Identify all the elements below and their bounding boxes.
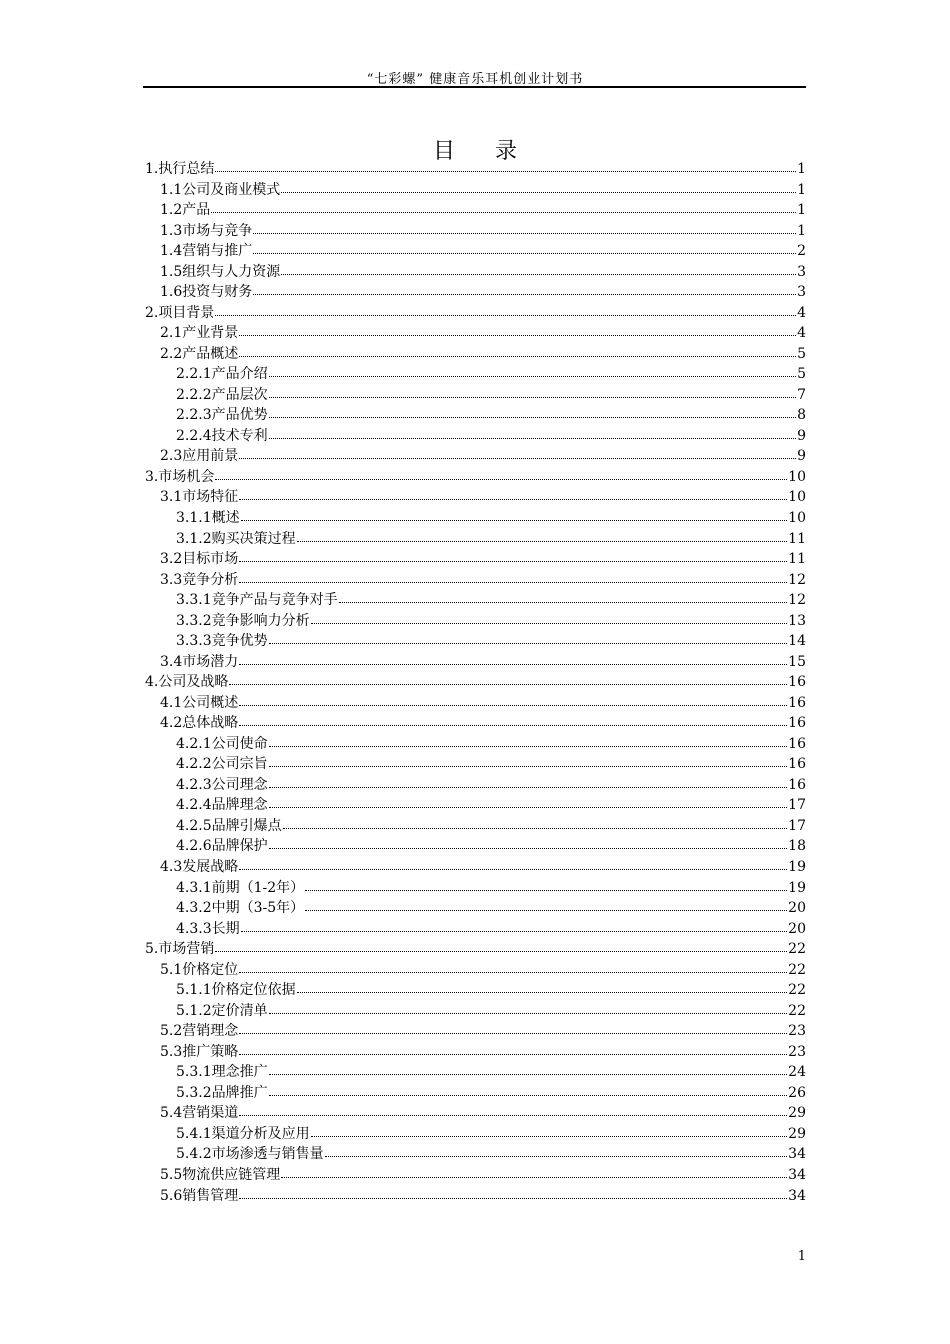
toc-entry-label: 4.3发展战略	[160, 859, 239, 876]
toc-entry-page: 16	[788, 694, 806, 711]
toc-entry-page: 16	[788, 674, 806, 691]
toc-entry-label: 1.3市场与竞争	[160, 222, 253, 239]
toc-entry-page: 16	[788, 776, 806, 793]
toc-entry-page: 19	[788, 859, 806, 876]
toc-dot-leader	[269, 404, 796, 418]
toc-entry-page: 1	[797, 181, 806, 198]
toc-dot-leader	[269, 753, 788, 767]
toc-entry[interactable]	[160, 1186, 806, 1206]
toc-entry-label: 5.3.2品牌推广	[176, 1084, 268, 1101]
toc-entry[interactable]	[160, 960, 806, 980]
toc-entry-page: 12	[788, 592, 806, 609]
toc-dot-leader	[305, 897, 787, 911]
toc-dot-leader	[269, 794, 788, 808]
toc-entry[interactable]	[176, 980, 806, 1000]
toc-entry[interactable]	[160, 652, 806, 672]
toc-entry-label: 4.2.4品牌理念	[176, 797, 268, 814]
toc-entry-page: 2	[797, 243, 806, 260]
toc-dot-leader	[283, 815, 788, 829]
toc-entry-page: 10	[788, 489, 806, 506]
toc-entry[interactable]	[176, 1124, 806, 1144]
toc-entry-label: 4.公司及战略	[145, 674, 229, 691]
toc-dot-leader	[239, 712, 787, 726]
toc-entry-label: 3.1市场特征	[160, 489, 239, 506]
toc-entry[interactable]	[176, 878, 806, 898]
toc-entry-label: 5.5物流供应链管理	[160, 1166, 281, 1183]
toc-entry-label: 5.3推广策略	[160, 1043, 239, 1060]
toc-dot-leader	[239, 486, 787, 500]
toc-entry-label: 5.2营销理念	[160, 1023, 239, 1040]
toc-entry[interactable]	[160, 200, 806, 220]
toc-entry-label: 5.1.2定价清单	[176, 1002, 268, 1019]
toc-dot-leader	[281, 1164, 787, 1178]
toc-entry-page: 10	[788, 510, 806, 526]
toc-entry[interactable]	[176, 1083, 806, 1103]
toc-entry-label: 4.2.1公司使命	[176, 735, 268, 752]
toc-entry-label: 4.2.2公司宗旨	[176, 756, 268, 773]
toc-dot-leader	[239, 322, 796, 336]
toc-dot-leader	[325, 1143, 788, 1157]
toc-dot-leader	[297, 979, 788, 993]
toc-entry-label: 4.3.2中期（3-5年）	[176, 900, 305, 917]
toc-title-char-1: 目	[432, 139, 455, 164]
toc-entry-label: 2.2.2产品层次	[176, 386, 268, 403]
toc-entry-label: 3.3.1竞争产品与竞争对手	[176, 592, 338, 609]
running-header: “七彩螺” 健康音乐耳机创业计划书	[366, 72, 584, 87]
toc-entry[interactable]	[176, 836, 806, 856]
toc-entry-page: 7	[797, 386, 806, 403]
toc-entry-page: 1	[797, 161, 806, 177]
toc-entry[interactable]	[160, 549, 806, 569]
toc-entry[interactable]	[176, 816, 806, 836]
toc-dot-leader	[239, 959, 787, 973]
toc-dot-leader	[269, 1000, 788, 1014]
toc-entry[interactable]	[176, 1001, 806, 1021]
toc-entry-label: 1.2产品	[160, 202, 211, 219]
toc-entry-label: 3.3竞争分析	[160, 571, 239, 588]
toc-entry-label: 2.3应用前景	[160, 448, 239, 465]
toc-entry[interactable]	[160, 857, 806, 877]
toc-entry-label: 3.3.3竞争优势	[176, 633, 268, 650]
toc-entry[interactable]	[176, 385, 806, 405]
toc-dot-leader	[269, 733, 788, 747]
toc-entry[interactable]	[160, 180, 806, 200]
toc-entry-label: 2.2产品概述	[160, 345, 239, 362]
toc-entry[interactable]	[160, 262, 806, 282]
toc-entry[interactable]	[176, 426, 806, 446]
toc-entry-page: 22	[788, 941, 806, 958]
toc-entry-label: 3.1.1概述	[176, 510, 240, 526]
toc-dot-leader	[311, 610, 788, 624]
toc-entry-page: 22	[788, 1002, 806, 1019]
toc-entry-page: 29	[788, 1105, 806, 1122]
toc-dot-leader	[253, 281, 796, 295]
toc-entry[interactable]	[176, 795, 806, 815]
page-number: 1	[797, 1249, 806, 1264]
toc-entry-label: 2.2.4技术专利	[176, 427, 268, 444]
toc-entry-page: 11	[788, 551, 806, 568]
toc-entry-page: 16	[788, 735, 806, 752]
toc-entry-label: 3.1.2购买决策过程	[176, 530, 296, 547]
toc-dot-leader	[239, 856, 787, 870]
toc-entry[interactable]	[160, 693, 806, 713]
toc-entry[interactable]	[160, 1042, 806, 1062]
toc-dot-leader	[215, 466, 787, 480]
toc-entry-page: 19	[788, 879, 806, 896]
toc-entry-page: 3	[797, 263, 806, 280]
toc-dot-leader	[239, 692, 787, 706]
toc-title-char-2: 录	[495, 139, 518, 164]
toc-entry-page: 14	[788, 633, 806, 650]
toc-entry[interactable]	[145, 467, 806, 487]
toc-entry-label: 5.4.2市场渗透与销售量	[176, 1146, 324, 1163]
toc-entry[interactable]	[176, 919, 806, 939]
toc-entry-page: 12	[788, 571, 806, 588]
toc-dot-leader	[311, 1123, 788, 1137]
toc-entry-page: 20	[788, 900, 806, 917]
toc-entry[interactable]	[160, 713, 806, 733]
toc-entry[interactable]	[160, 446, 806, 466]
toc-dot-leader	[239, 1020, 787, 1034]
toc-entry-page: 23	[788, 1043, 806, 1060]
toc-dot-leader	[281, 261, 796, 275]
toc-entry-label: 4.3.1前期（1-2年）	[176, 879, 305, 896]
toc-entry-label: 5.1价格定位	[160, 961, 239, 978]
toc-entry-label: 5.市场营销	[145, 941, 215, 958]
toc-entry[interactable]	[176, 1144, 806, 1164]
toc-dot-leader	[229, 671, 787, 685]
toc-entry[interactable]	[160, 487, 806, 507]
toc-entry-page: 13	[788, 612, 806, 629]
toc-entry[interactable]	[176, 590, 806, 610]
toc-dot-leader	[239, 651, 787, 665]
toc-dot-leader	[215, 938, 787, 952]
toc-entry[interactable]	[176, 754, 806, 774]
toc-entry[interactable]	[160, 221, 806, 241]
toc-dot-leader	[297, 528, 788, 542]
toc-dot-leader	[239, 445, 796, 459]
toc-entry[interactable]	[160, 282, 806, 302]
toc-entry-label: 3.3.2竞争影响力分析	[176, 612, 310, 629]
toc-dot-leader	[253, 220, 796, 234]
toc-entry[interactable]	[160, 570, 806, 590]
toc-entry[interactable]	[176, 734, 806, 754]
toc-dot-leader	[239, 1102, 787, 1116]
toc-entry[interactable]	[160, 344, 806, 364]
toc-dot-leader	[269, 363, 796, 377]
toc-dot-leader	[239, 1185, 787, 1199]
toc-entry-page: 10	[788, 468, 806, 485]
toc-dot-leader	[269, 774, 788, 788]
toc-entry[interactable]	[160, 1021, 806, 1041]
toc-entry-label: 5.1.1价格定位依据	[176, 982, 296, 999]
toc-dot-leader	[269, 425, 796, 439]
toc-dot-leader	[215, 302, 796, 316]
toc-entry-page: 3	[797, 284, 806, 301]
toc-dot-leader	[269, 1061, 788, 1075]
toc-entry-page: 34	[788, 1166, 806, 1183]
toc-entry-page: 9	[797, 448, 806, 465]
toc-entry-page: 5	[797, 345, 806, 362]
toc-entry-label: 3.市场机会	[145, 468, 215, 485]
toc-entry-label: 1.5组织与人力资源	[160, 263, 281, 280]
toc-entry-label: 5.4.1渠道分析及应用	[176, 1125, 310, 1142]
toc-entry-label: 2.1产业背景	[160, 325, 239, 342]
toc-entry-page: 5	[797, 366, 806, 383]
toc-dot-leader	[269, 384, 796, 398]
toc-entry[interactable]	[176, 1062, 806, 1082]
toc-entry-label: 5.4营销渠道	[160, 1105, 239, 1122]
toc-dot-leader	[211, 199, 796, 213]
toc-entry-label: 4.2.3公司理念	[176, 776, 268, 793]
toc-entry-page: 16	[788, 756, 806, 773]
toc-dot-leader	[215, 158, 796, 172]
toc-entry[interactable]	[145, 672, 806, 692]
toc-entry-label: 2.2.1产品介绍	[176, 366, 268, 383]
toc-entry-label: 5.6销售管理	[160, 1187, 239, 1204]
toc-entry-page: 17	[788, 797, 806, 814]
toc-dot-leader	[305, 877, 787, 891]
toc-dot-leader	[241, 507, 788, 521]
header-rule	[143, 86, 806, 88]
toc-dot-leader	[281, 179, 796, 193]
toc-entry-page: 24	[788, 1064, 806, 1081]
toc-entry[interactable]	[176, 405, 806, 425]
toc-entry[interactable]	[160, 323, 806, 343]
toc-dot-leader	[239, 548, 787, 562]
toc-entry-label: 4.2.5品牌引爆点	[176, 817, 282, 834]
toc-entry-page: 34	[788, 1187, 806, 1204]
toc-entry-page: 23	[788, 1023, 806, 1040]
toc-entry[interactable]	[176, 631, 806, 651]
toc-entry[interactable]	[176, 775, 806, 795]
toc-dot-leader	[269, 835, 788, 849]
toc-entry-page: 15	[788, 653, 806, 670]
toc-entry-page: 9	[797, 427, 806, 444]
toc-entry[interactable]	[176, 364, 806, 384]
toc-entry-page: 34	[788, 1146, 806, 1163]
toc-entry-label: 2.项目背景	[145, 304, 215, 321]
toc-dot-leader	[239, 343, 796, 357]
toc-entry-label: 4.3.3长期	[176, 920, 240, 937]
toc-entry-page: 22	[788, 982, 806, 999]
toc-entry[interactable]	[176, 611, 806, 631]
toc-entry-page: 29	[788, 1125, 806, 1142]
toc-entry[interactable]	[176, 898, 806, 918]
toc-entry[interactable]	[145, 303, 806, 323]
toc-entry-page: 18	[788, 838, 806, 855]
toc-entry[interactable]	[176, 508, 806, 528]
toc-entry-label: 3.4市场潜力	[160, 653, 239, 670]
toc-entry-label: 1.6投资与财务	[160, 284, 253, 301]
toc-entry-label: 1.4营销与推广	[160, 243, 253, 260]
toc-entry-label: 3.2目标市场	[160, 551, 239, 568]
toc-entry-label: 5.3.1理念推广	[176, 1064, 268, 1081]
toc-dot-leader	[339, 589, 788, 603]
toc-dot-leader	[241, 918, 788, 932]
toc-dot-leader	[269, 630, 788, 644]
toc-entry-label: 4.2总体战略	[160, 715, 239, 732]
toc-entry-label: 4.2.6品牌保护	[176, 838, 268, 855]
toc-entry-page: 20	[788, 920, 806, 937]
toc-entry-page: 4	[797, 304, 806, 321]
toc-entry-page: 11	[788, 530, 806, 547]
toc-entry-label: 4.1公司概述	[160, 694, 239, 711]
toc-entry[interactable]	[176, 529, 806, 549]
toc-entry-page: 16	[788, 715, 806, 732]
toc-entry[interactable]	[160, 241, 806, 261]
toc-entry-page: 22	[788, 961, 806, 978]
toc-dot-leader	[239, 569, 787, 583]
toc-dot-leader	[269, 1082, 788, 1096]
toc-entry-page: 8	[797, 407, 806, 424]
toc-entry-page: 1	[797, 202, 806, 219]
toc-entry-page: 17	[788, 817, 806, 834]
toc-entry-label: 1.执行总结	[145, 161, 215, 177]
toc-entry-label: 2.2.3产品优势	[176, 407, 268, 424]
toc-entry-label: 1.1公司及商业模式	[160, 181, 281, 198]
toc-dot-leader	[239, 1041, 787, 1055]
toc-entry-page: 4	[797, 325, 806, 342]
toc-entry[interactable]	[160, 1103, 806, 1123]
toc-entry[interactable]	[145, 939, 806, 959]
toc-entry[interactable]	[145, 159, 806, 179]
toc-entry-page: 1	[797, 222, 806, 239]
toc-entry[interactable]	[160, 1165, 806, 1185]
toc-entry-page: 26	[788, 1084, 806, 1101]
toc-dot-leader	[253, 240, 796, 254]
